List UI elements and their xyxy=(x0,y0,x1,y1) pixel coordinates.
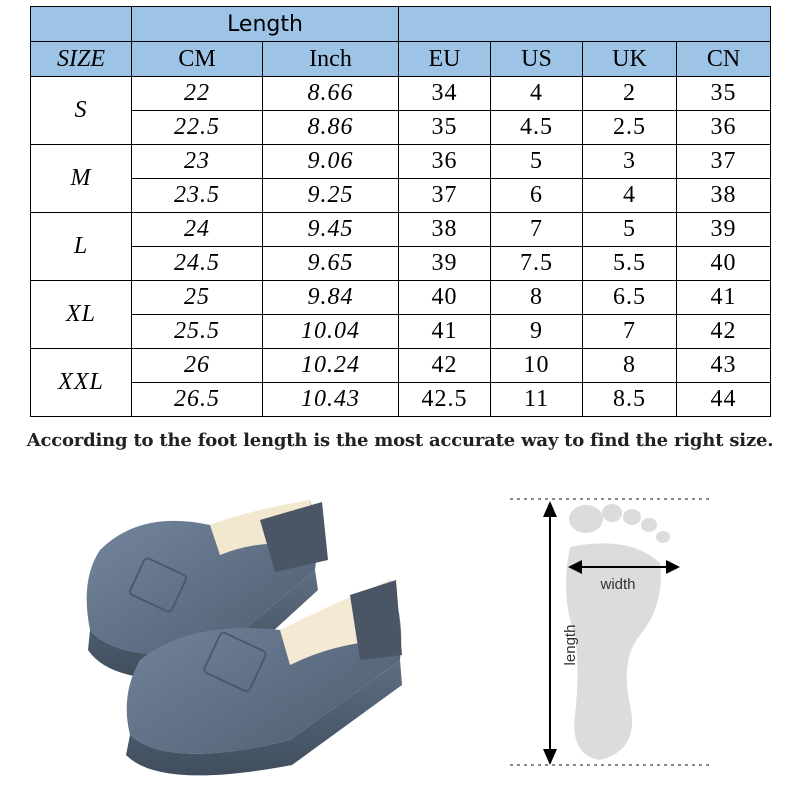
size-chart-table xyxy=(30,6,771,417)
table-cell: 9 xyxy=(491,315,583,349)
table-row xyxy=(31,111,771,145)
table-cell: 25 xyxy=(132,281,263,315)
table-cell: 8.86 xyxy=(263,111,399,145)
table-cell: 6.5 xyxy=(583,281,677,315)
column-header-us: US xyxy=(491,42,583,77)
table-cell: 41 xyxy=(677,281,771,315)
table-cell: 40 xyxy=(399,281,491,315)
footprint-icon xyxy=(566,504,670,760)
table-cell: 41 xyxy=(399,315,491,349)
size-cell: XXL xyxy=(31,349,132,417)
table-cell: 8 xyxy=(583,349,677,383)
table-cell: 2.5 xyxy=(583,111,677,145)
table-cell: 38 xyxy=(399,213,491,247)
table-row xyxy=(31,315,771,349)
column-header-eu: EU xyxy=(399,42,491,77)
table-cell: 23.5 xyxy=(132,179,263,213)
table-cell: 9.45 xyxy=(263,213,399,247)
table-cell: 22.5 xyxy=(132,111,263,145)
table-cell: 24 xyxy=(132,213,263,247)
table-cell: 42 xyxy=(399,349,491,383)
width-label: width xyxy=(600,576,636,593)
table-cell: 44 xyxy=(677,383,771,417)
table-cell: 4.5 xyxy=(491,111,583,145)
table-cell: 40 xyxy=(677,247,771,281)
length-header: Length xyxy=(132,7,399,42)
size-cell: XL xyxy=(31,281,132,349)
table-row xyxy=(31,349,771,383)
table-cell: 9.25 xyxy=(263,179,399,213)
table-row xyxy=(31,145,771,179)
table-cell: 39 xyxy=(677,213,771,247)
table-cell: 36 xyxy=(677,111,771,145)
table-cell: 4 xyxy=(583,179,677,213)
size-cell: S xyxy=(31,77,132,145)
length-label: length xyxy=(562,624,579,666)
column-header-cn: CN xyxy=(677,42,771,77)
table-cell: 9.65 xyxy=(263,247,399,281)
table-row xyxy=(31,213,771,247)
table-cell: 11 xyxy=(491,383,583,417)
table-cell: 10.24 xyxy=(263,349,399,383)
table-cell: 26 xyxy=(132,349,263,383)
sizing-note: According to the foot length is the most accurate way to find the right size. xyxy=(26,430,774,451)
table-cell: 7 xyxy=(491,213,583,247)
table-cell: 7 xyxy=(583,315,677,349)
size-table-body xyxy=(31,77,771,417)
size-cell: M xyxy=(31,145,132,213)
table-cell: 9.06 xyxy=(263,145,399,179)
column-header-row xyxy=(31,42,771,77)
table-cell: 10.43 xyxy=(263,383,399,417)
table-cell: 5.5 xyxy=(583,247,677,281)
table-cell: 7.5 xyxy=(491,247,583,281)
table-row xyxy=(31,383,771,417)
table-row xyxy=(31,77,771,111)
table-cell: 24.5 xyxy=(132,247,263,281)
table-cell: 42 xyxy=(677,315,771,349)
header-blank-cell-right xyxy=(399,7,771,42)
table-cell: 8 xyxy=(491,281,583,315)
table-cell: 42.5 xyxy=(399,383,491,417)
column-header-inch: Inch xyxy=(263,42,399,77)
table-cell: 5 xyxy=(491,145,583,179)
table-cell: 43 xyxy=(677,349,771,383)
table-cell: 9.84 xyxy=(263,281,399,315)
table-cell: 35 xyxy=(399,111,491,145)
table-cell: 34 xyxy=(399,77,491,111)
table-cell: 10 xyxy=(491,349,583,383)
table-cell: 8.66 xyxy=(263,77,399,111)
table-cell: 2 xyxy=(583,77,677,111)
table-cell: 3 xyxy=(583,145,677,179)
table-cell: 37 xyxy=(399,179,491,213)
table-cell: 38 xyxy=(677,179,771,213)
table-cell: 37 xyxy=(677,145,771,179)
size-cell: L xyxy=(31,213,132,281)
column-header-cm: CM xyxy=(132,42,263,77)
table-cell: 10.04 xyxy=(263,315,399,349)
column-header-uk: UK xyxy=(583,42,677,77)
table-cell: 8.5 xyxy=(583,383,677,417)
table-cell: 25.5 xyxy=(132,315,263,349)
table-cell: 5 xyxy=(583,213,677,247)
header-blank-cell xyxy=(31,7,132,42)
table-cell: 26.5 xyxy=(132,383,263,417)
table-row xyxy=(31,247,771,281)
table-cell: 36 xyxy=(399,145,491,179)
table-row xyxy=(31,281,771,315)
foot-diagram xyxy=(490,485,720,775)
table-cell: 35 xyxy=(677,77,771,111)
table-cell: 39 xyxy=(399,247,491,281)
table-cell: 22 xyxy=(132,77,263,111)
table-cell: 4 xyxy=(491,77,583,111)
table-cell: 23 xyxy=(132,145,263,179)
column-header-size: SIZE xyxy=(31,42,132,77)
table-cell: 6 xyxy=(491,179,583,213)
slipper-image xyxy=(60,480,440,790)
table-row xyxy=(31,179,771,213)
